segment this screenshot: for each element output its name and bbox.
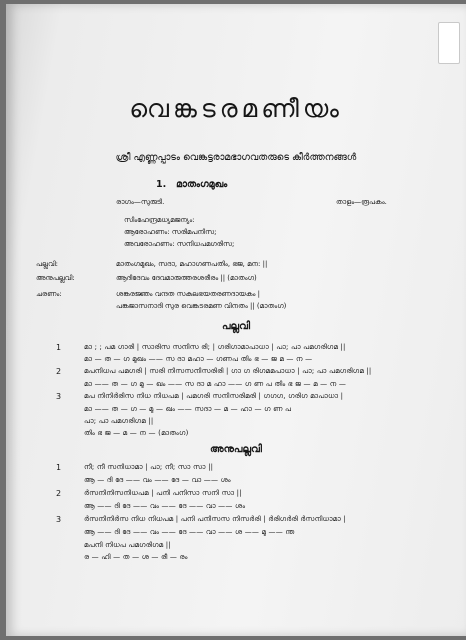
line-number: 1 [56,343,62,352]
notation-line: പാ; പാ പമഗരിഗമ || [84,417,154,425]
lyric-line: ആ —— ദി ദേ —— വം —— ദേ —— വാ —— ശ —— മു —— ന്ത [84,528,295,536]
raga-name: രാഗം—സുരുടി. [116,198,165,206]
lyric-line: ര — ഹി — ത — ശ — രീ — രം [84,553,188,561]
page-tab-marker [438,22,460,64]
raga-info-line: ആരോഹണം: സരിമപനിസ; [124,228,217,236]
lyric-line: മാ —— ത — ഗ മു — ഖം —— സ ദാ മ ഹാ —— ഗ ണ പ തിം ഭ ജ — മ — ന — [84,380,347,388]
notation-line: മപനി നിധപ പമഗരിഗമ || [84,541,171,549]
notation-line: മാ ; ; പമ ഗാരി | സാരിസ സനിസ രി; | ഗരിഗാമാപാധാ | പാ; പാ പമഗരിഗമ || [84,343,346,351]
sahitya-line: പങ്കജാസനാദി സുര വെങ്കടരമണ വിനതം || (മാതംഗ) [116,302,287,310]
sahitya-line: ശങ്കരജ്ഞം വന്ദത സകലഭയതരണദായകം | [116,290,261,298]
pallavi-heading: പല്ലവി [221,321,251,332]
line-number: 2 [56,489,62,498]
lyric-line: തിം ഭ ജ — മ — ന — (മാതംഗ) [84,429,189,437]
notation-line: ർസനിനിർസ നിധ നിധപമ | പനി പനിസസ നിസർരി | ർരിഗർരി ർസനിധാമാ | [84,515,346,523]
section-number: 1. [156,179,167,190]
notation-line: നീ; നീ സനിധാമാ | പാ; നീ; സാ സാ || [84,463,214,471]
page-subtitle: ശ്രീ എണ്ണപ്പാടം വെങ്കട്ടരാമഭാഗവതരുടെ കീർത്തനങ്ങൾ [115,152,357,163]
section-heading [156,179,227,190]
line-number: 3 [56,515,62,524]
raga-info-line: സിംഹേന്ദ്രമധ്യമജന്യം: [124,216,195,224]
tala-name: താളം—രൂപകം. [336,198,387,206]
sahitya-label: പല്ലവി: [36,260,58,268]
sahitya-label: ചരണം: [36,290,62,298]
page-title: വെങ്കടരമണീയം [129,94,343,123]
sahitya-line: മാതംഗമുഖം, സദാ, മഹാഗണപതിം, ഭജ, മന: || [116,260,268,268]
lyric-line: മാ —— ത — ഗ — മു — ഖം —— സദാ — മ — ഹാ — ഗ ണ പ [84,405,292,413]
anupallavi-heading: അനുപല്ലവി [210,444,262,455]
sahitya-line: ആദിദേവം ദേവമാരുത്തരശരീരം || (മാതംഗ) [116,274,257,282]
lyric-line: ആ —— ദി ദേ —— വം —— ദേ —— വാ —— ശം [84,502,246,510]
notation-line: മപ നിനിർരിസ നിധ നിധപമ | പമഗരി സനിസരിമരി | ഗഗഗ, ഗരിഗ മാപാധാ | [84,392,344,400]
lyric-line: മാ — ത — ഗ മുഖം —— സ ദാ മഹാ — ഗണപ തിം ഭ — ജ മ — ന — [84,355,313,363]
notation-line: ർസനിനിസനിധപമ | പനി പനിസാ സനി സാ || [84,489,242,497]
line-number: 1 [56,463,62,472]
line-number: 3 [56,392,62,401]
raga-info-line: അവരോഹണം: സനിധപമഗരിസ; [124,240,235,248]
document-page [6,4,466,636]
lyric-line: ആ — ദി ദേ —— വം —— ദേ — വാ —— ശം [84,476,231,484]
sahitya-label: അനുപല്ലവി: [36,274,75,282]
notation-line: മപനിധപ പമഗരി | സരി നിസസനിസരിരി | ഗാ ഗ രിഗമമപാധാ | പാ; പാ പമഗരിഗമ || [84,367,372,375]
line-number: 2 [56,367,62,376]
section-name: മാതംഗമുഖം [176,179,228,190]
